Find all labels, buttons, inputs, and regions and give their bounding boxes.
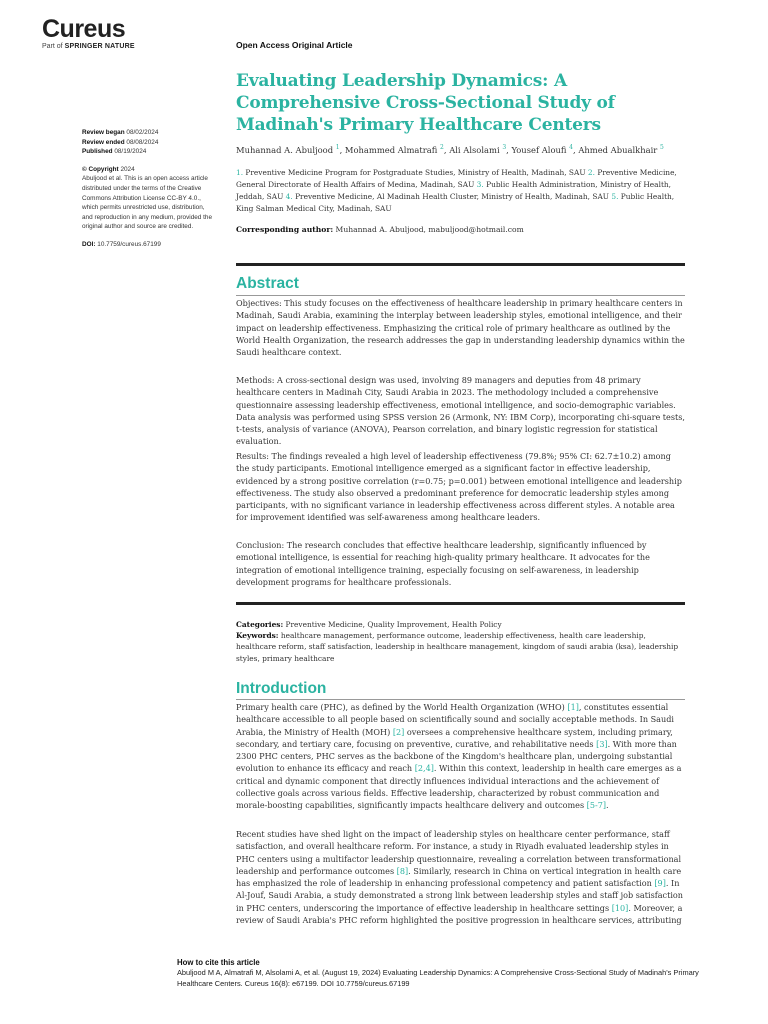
affiliation-text: Public Health Administration, Ministry of Health, Jeddah, SAU bbox=[236, 179, 672, 201]
abstract-objectives: Objectives: This study focuses on the effectiveness of healthcare leadership in primary healthcare centers in Madinah, Saudi Arabia, examining the interplay between leadership styles, emotional intelligence, and their impact on leadership effectiveness. Emphasizing the critical role of primary healthcare as outlined by the World Health Organization, the research addresses the gap in understanding leadership dynamics within the Saudi healthcare context. bbox=[236, 298, 685, 358]
review-ended-label: Review ended bbox=[82, 138, 125, 146]
published-date: 08/19/2024 bbox=[114, 148, 147, 156]
affiliation-number: 1. bbox=[236, 167, 244, 177]
keywords-text: healthcare management, performance outcome, leadership effectiveness, health care leadership, healthcare reform, staff satisfaction, leadership in healthcare management, kingdom of saudi arabia (ksa), leadership styles, primary healthcare bbox=[236, 631, 679, 663]
review-ended-date: 08/08/2024 bbox=[126, 138, 159, 146]
corresponding-author bbox=[236, 225, 686, 234]
copyright-label: © Copyright bbox=[82, 165, 119, 173]
author-list: Muhannad A. Abuljood $^1$, Mohammed Almatrafi $^2$, Ali Alsolami $^3$, Yousef Aloufi $^4$, Ahmed Abualkhair $^5$ bbox=[236, 144, 664, 155]
article-sidebar bbox=[82, 128, 216, 250]
affiliation-list bbox=[236, 167, 686, 215]
copyright-year: 2024 bbox=[120, 165, 135, 173]
citation-link[interactable]: [9] bbox=[654, 878, 666, 889]
intro-p1-text: . bbox=[606, 800, 609, 811]
author-name[interactable]: Mohammed Almatrafi bbox=[344, 144, 438, 155]
intro-p2-text: . Moreover, a review of Saudi Arabia's PHC reform highlighted the positive progression in healthcare services, attributing bbox=[236, 902, 683, 926]
doi-link[interactable]: 10.7759/cureus.67199 bbox=[97, 240, 161, 248]
article-metadata bbox=[236, 619, 686, 664]
published-label: Published bbox=[82, 148, 113, 156]
how-to-cite bbox=[177, 958, 717, 989]
doi-block bbox=[82, 240, 216, 250]
intro-p2-text: . Similarly, research in China on vertical integration in health care has emphasized the role of leadership in enhancing professional competency and patient satisfaction bbox=[236, 865, 682, 889]
publisher-line bbox=[42, 43, 135, 50]
citation-link[interactable]: [2,4] bbox=[414, 763, 434, 774]
categories-text[interactable]: Preventive Medicine, Quality Improvement, Health Policy bbox=[285, 620, 502, 629]
introduction-paragraph-1 bbox=[236, 701, 686, 812]
article-title: Evaluating Leadership Dynamics: A Comprehensive Cross-Sectional Study of Madinah's Primary Healthcare Centers bbox=[236, 71, 615, 135]
categories-label: Categories: bbox=[236, 620, 284, 629]
review-dates bbox=[82, 128, 216, 157]
affiliation-text: Preventive Medicine, Al Madinah Health Cluster, Ministry of Health, Madinah, SAU bbox=[295, 191, 610, 201]
journal-logo[interactable] bbox=[42, 16, 135, 50]
author-name[interactable]: Muhannad A. Abuljood bbox=[236, 144, 334, 155]
citation-link[interactable]: [2] bbox=[392, 726, 405, 737]
author-affil-ref: 4 bbox=[569, 144, 573, 151]
article-header bbox=[236, 70, 686, 234]
affiliation-text: Public Health, King Salman Medical City, Madinah, SAU bbox=[236, 191, 675, 213]
part-of-label: Part of bbox=[42, 43, 63, 50]
intro-p1-text: Primary health care (PHC), as defined by the World Health Organization (WHO) bbox=[236, 702, 568, 712]
introduction-heading-rule bbox=[236, 699, 685, 700]
abstract-methods: Methods: A cross-sectional design was used, involving 89 managers and deputies from 48 primary healthcare centers in Madinah City, Saudi Arabia in 2023. The methodology included a comprehensive questionnaire assessing leadership effectiveness, emotional intelligence, and socio-demographic variables. Data analysis was performed using SPSS version 26 (Armonk, NY: IBM Corp), incorporating chi-square tests, t-tests, analysis of variance (ANOVA), Pearson correlation, and binary logistic regression for statistical evaluation. bbox=[236, 375, 685, 447]
affiliation-number: 3. bbox=[476, 179, 484, 189]
corresponding-label: Corresponding author: bbox=[236, 224, 334, 234]
author-affil-ref: 5 bbox=[659, 144, 664, 151]
introduction-paragraph-2 bbox=[236, 828, 686, 926]
intro-p1-text: . Within this context, leadership in health care emerges as a critical and dynamic component that directly influences individual interactions and the achievement of collective goals across various fields. Effective leadership, characterized by robust communication and morale-boosting capabilities, significantly impacts healthcare delivery and outcomes bbox=[236, 763, 682, 811]
citation-link[interactable]: [1] bbox=[567, 702, 579, 712]
affiliation-number: 4. bbox=[285, 191, 293, 201]
introduction-heading: Introduction bbox=[236, 680, 327, 697]
corresponding-text[interactable]: Muhannad A. Abuljood, mabuljood@hotmail.com bbox=[335, 224, 524, 234]
citation-link[interactable]: [8] bbox=[396, 865, 409, 876]
abstract-top-rule bbox=[236, 263, 685, 266]
citation-link[interactable]: [10] bbox=[611, 902, 629, 913]
affiliation-number: 5. bbox=[611, 191, 619, 201]
intro-p2-text: Recent studies have shed light on the impact of leadership styles on healthcare center performance, staff satisfaction, and overall healthcare reform. For instance, a study in Riyadh evaluated leadership styles in PHC centers using a multifactor leadership questionnaire, revealing a correlation between transformational leadership and performance outcomes bbox=[236, 829, 682, 876]
intro-p1-text: , constitutes essential healthcare accessible to all people based on scientifically sound and socially acceptable methods. In Saudi Arabia, the Ministry of Health (MOH) bbox=[236, 702, 674, 737]
abstract-bottom-rule bbox=[236, 602, 685, 605]
review-began-date: 08/02/2024 bbox=[126, 129, 159, 136]
abstract-heading-rule bbox=[236, 295, 685, 296]
keywords-label: Keywords: bbox=[236, 631, 279, 641]
intro-p1-text: . With more than 2300 PHC centers, PHC serves as the backbone of the Kingdom's healthcare plan, undergoing substantial evolution to enhance its efficacy and reach bbox=[236, 738, 677, 774]
author-name[interactable]: Ahmed Abualkhair bbox=[578, 144, 658, 155]
intro-p1-text: oversees a comprehensive healthcare system, including primary, secondary, and tertiary care, focusing on preventive, curative, and rehabilitative needs bbox=[236, 726, 673, 749]
article-type: Open Access Original Article bbox=[236, 40, 353, 50]
abstract-results: Results: The findings revealed a high level of leadership effectiveness (79.8%; 95% CI: 62.7±10.2) among the study participants. Emotional intelligence emerged as a significant factor in effective leadership, evidenced by a strong positive correlation (r=0.75; p=0.001) between emotional intelligence and leadership effectiveness. The study also observed a predominant preference for democratic leadership styles among participants, with no significant variance in leadership effectiveness across different styles. A notable area for improvement identified was self-awareness among healthcare leaders. bbox=[236, 451, 682, 523]
copyright-block bbox=[82, 165, 216, 232]
author-name[interactable]: Ali Alsolami bbox=[449, 144, 500, 155]
affiliation-text: Preventive Medicine, General Directorate of Health Affairs of Medina, Madinah, SAU bbox=[236, 167, 677, 189]
intro-p2-text: . In Al-Jouf, Saudi Arabia, a study demonstrated a strong link between leadership styles and staff job satisfaction in PHC centers, underscoring the importance of effective leadership in healthcare settings bbox=[236, 878, 683, 913]
publisher-name: SPRINGER NATURE bbox=[64, 43, 135, 50]
citation-link[interactable]: [3] bbox=[596, 738, 608, 749]
author-name[interactable]: Yousef Aloufi bbox=[511, 144, 567, 155]
citation-link[interactable]: [5-7] bbox=[586, 800, 607, 811]
author-affil-ref: 1 bbox=[335, 144, 340, 151]
license-text: Abuljood et al. This is an open access article distributed under the terms of the Creative Commons Attribution License CC-BY 4.0., which permits unrestricted use, distribution, and reproduction in any medium, provided the original author and source are credited. bbox=[82, 175, 213, 231]
keywords-line bbox=[236, 630, 686, 664]
author-affil-ref: 2 bbox=[440, 144, 444, 151]
affiliation-text: Preventive Medicine Program for Postgraduate Studies, Ministry of Health, Madinah, SAU bbox=[245, 167, 586, 177]
abstract-conclusion: Conclusion: The research concludes that effective healthcare leadership, significantly influenced by emotional intelligence, is essential for reaching high-quality primary healthcare. It advocates for the integration of emotional intelligence training, especially focusing on self-awareness, in leadership development programs for healthcare professionals. bbox=[236, 540, 650, 587]
author-affil-ref: 3 bbox=[502, 144, 507, 151]
categories-line bbox=[236, 619, 686, 630]
affiliation-number: 2. bbox=[587, 167, 595, 177]
how-to-cite-text: Abuljood M A, Almatrafi M, Alsolami A, et al. (August 19, 2024) Evaluating Leadership Dynamics: A Comprehensive Cross-Sectional Study of Madinah's Primary Healthcare Centers. Cureus 16(8): e67199. DOI 10.7759/cureus.67199 bbox=[177, 968, 699, 988]
journal-name: Cureus bbox=[42, 15, 126, 43]
review-began-label: Review began bbox=[82, 129, 125, 136]
how-to-cite-heading: How to cite this article bbox=[177, 958, 260, 967]
abstract-heading: Abstract bbox=[236, 275, 299, 292]
doi-label: DOI: bbox=[82, 240, 96, 248]
